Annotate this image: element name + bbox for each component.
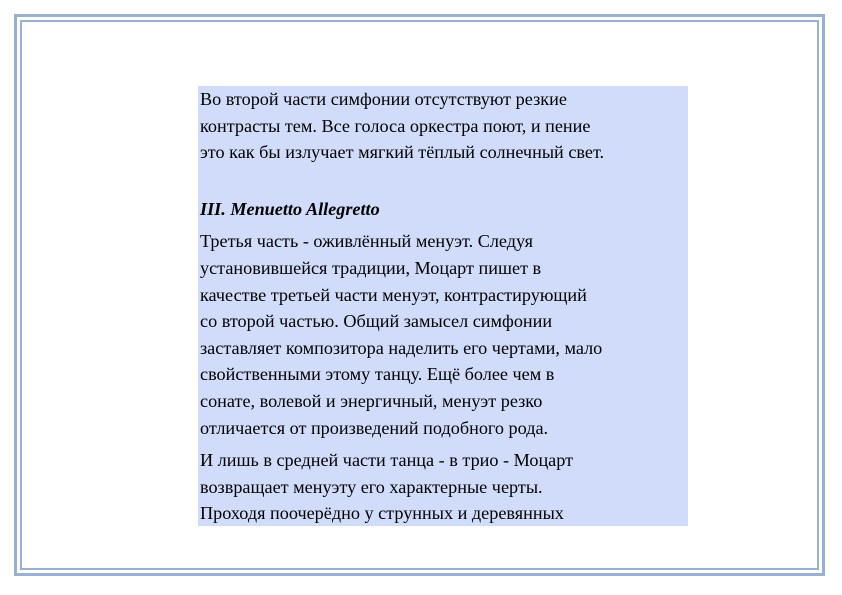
text-line: свойственными этому танцу. Ещё более чем в — [200, 364, 555, 385]
text-line: сонате, волевой и энергичный, менуэт резко — [200, 390, 543, 411]
text-line: И лишь в средней части танца - в трио - Моцарт — [200, 450, 574, 471]
text-box — [198, 86, 688, 526]
text-line: Третья часть - оживлённый менуэт. Следуя — [200, 231, 534, 252]
text-line: качестве третьей части менуэт, контрастирующий — [200, 284, 587, 305]
text-line: заставляет композитора наделить его чертами, мало — [200, 337, 603, 358]
text-line: Во второй части симфонии отсутствуют резкие — [200, 89, 567, 109]
text-line: со второй частью. Общий замысел симфонии — [200, 311, 553, 332]
paragraph-trio — [200, 447, 688, 526]
text-line: это как бы излучает мягкий тёплый солнечный свет. — [200, 142, 605, 163]
text-line: возвращает менуэту его характерные черты. — [200, 476, 543, 497]
paragraph-symphony-second-movement — [200, 86, 688, 166]
text-line: установившейся традиции, Моцарт пишет в — [200, 257, 542, 278]
paragraph-third-movement — [200, 228, 688, 441]
text-line: контрасты тем. Все голоса оркестра поют, и пение — [200, 115, 591, 136]
text-line: Проходя поочерёдно у струнных и деревянных — [200, 503, 564, 524]
text-line: отличается от произведений подобного рода. — [200, 417, 549, 438]
section-heading: III. Menuetto Allegretto — [200, 198, 380, 219]
